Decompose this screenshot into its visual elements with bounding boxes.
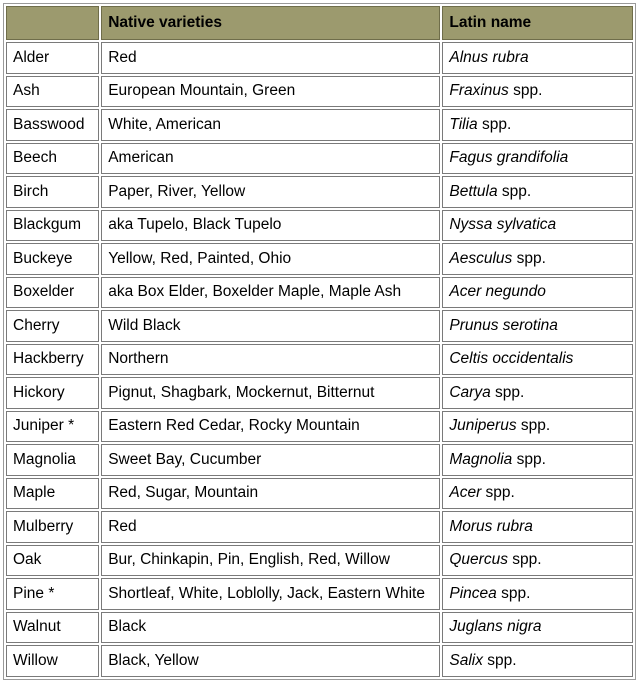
native-varieties: White, American (108, 115, 222, 133)
latin-suffix: spp. (512, 249, 546, 267)
latin-genus-species: Celtis occidentalis (449, 350, 574, 368)
tree-name: Oak (13, 551, 42, 569)
latin-name-cell (442, 545, 633, 577)
tree-name: Hickory (13, 383, 65, 401)
table-row (6, 76, 633, 108)
latin-name-cell (442, 344, 633, 376)
latin-name-cell (442, 377, 633, 409)
tree-name: Pine * (13, 584, 55, 602)
latin-genus-species: Juglans nigra (449, 618, 542, 636)
tree-name: Blackgum (13, 216, 82, 234)
table-row (6, 42, 633, 74)
table-row (6, 578, 633, 610)
varieties-cell (101, 545, 440, 577)
varieties-cell (101, 176, 440, 208)
latin-genus-species: Juniperus (449, 417, 517, 435)
latin-name-cell (442, 42, 633, 74)
tree-name-cell (6, 210, 99, 242)
latin-genus-species: Acer (449, 484, 482, 502)
varieties-cell (101, 411, 440, 443)
latin-genus-species: Prunus serotina (449, 316, 558, 334)
latin-name-cell (442, 109, 633, 141)
varieties-cell (101, 444, 440, 476)
native-varieties: Eastern Red Cedar, Rocky Mountain (108, 417, 360, 435)
native-varieties: Red (108, 48, 137, 66)
tree-name-cell (6, 444, 99, 476)
varieties-cell (101, 344, 440, 376)
native-varieties: European Mountain, Green (108, 82, 296, 100)
latin-name-cell (442, 277, 633, 309)
latin-suffix: spp. (507, 551, 542, 569)
tree-name-cell (6, 578, 99, 610)
latin-suffix: spp. (490, 383, 525, 401)
varieties-cell (101, 243, 440, 275)
native-varieties: Black (108, 618, 147, 636)
table-row (6, 243, 633, 275)
varieties-cell (101, 42, 440, 74)
varieties-cell (101, 377, 440, 409)
table-row (6, 545, 633, 577)
varieties-cell (101, 76, 440, 108)
native-varieties: Wild Black (108, 316, 181, 334)
table-row (6, 143, 633, 175)
varieties-cell (101, 210, 440, 242)
native-varieties: aka Tupelo, Black Tupelo (108, 216, 282, 234)
table-row (6, 176, 633, 208)
latin-name-cell (442, 210, 633, 242)
latin-name-cell (442, 76, 633, 108)
tree-name-cell (6, 243, 99, 275)
latin-name-cell (442, 478, 633, 510)
table-row (6, 377, 633, 409)
table-row (6, 310, 633, 342)
latin-genus-species: Nyssa sylvatica (449, 216, 557, 234)
latin-suffix: spp. (482, 651, 517, 669)
tree-name: Birch (13, 182, 49, 200)
tree-name-cell (6, 411, 99, 443)
latin-suffix: spp. (496, 584, 531, 602)
table-row (6, 511, 633, 543)
latin-name-cell (442, 612, 633, 644)
latin-genus-species: Morus rubra (449, 517, 533, 535)
latin-name-cell (442, 310, 633, 342)
latin-genus-species: Salix (449, 651, 483, 669)
native-varieties: Shortleaf, White, Loblolly, Jack, Eastern White (108, 584, 425, 602)
table-row (6, 444, 633, 476)
tree-name: Mulberry (13, 517, 74, 535)
header-tree-name (6, 6, 99, 40)
table-row (6, 478, 633, 510)
tree-name: Basswood (13, 115, 85, 133)
tree-name-cell (6, 277, 99, 309)
tree-name: Alder (13, 48, 50, 66)
native-varieties: American (108, 149, 174, 167)
tree-name: Willow (13, 651, 58, 669)
native-varieties: Red (108, 517, 137, 535)
latin-suffix: spp. (497, 182, 532, 200)
native-varieties: aka Box Elder, Boxelder Maple, Maple Ash (108, 283, 402, 301)
native-varieties: Northern (108, 350, 169, 368)
latin-name-cell (442, 143, 633, 175)
tree-name: Cherry (13, 316, 60, 334)
tree-name-cell (6, 377, 99, 409)
varieties-cell (101, 143, 440, 175)
varieties-cell (101, 109, 440, 141)
latin-name-cell (442, 645, 633, 677)
latin-suffix: spp. (516, 417, 551, 435)
latin-suffix: spp. (477, 115, 512, 133)
latin-name-cell (442, 176, 633, 208)
tree-name-cell (6, 42, 99, 74)
table-row (6, 210, 633, 242)
tree-name-cell (6, 176, 99, 208)
native-varieties: Black, Yellow (108, 651, 199, 669)
latin-genus-species: Magnolia (449, 450, 513, 468)
varieties-cell (101, 578, 440, 610)
latin-genus-species: Alnus rubra (449, 48, 529, 66)
tree-name: Walnut (13, 618, 61, 636)
tree-name: Boxelder (13, 283, 75, 301)
latin-genus-species: Fagus grandifolia (449, 149, 569, 167)
latin-genus-species: Fraxinus (449, 82, 509, 100)
tree-name: Hackberry (13, 350, 84, 368)
latin-genus-species: Quercus (449, 551, 508, 569)
latin-suffix: spp. (512, 450, 546, 468)
latin-suffix: spp. (508, 82, 543, 100)
tree-name-cell (6, 76, 99, 108)
varieties-cell (101, 277, 440, 309)
tree-name-cell (6, 310, 99, 342)
latin-name-cell (442, 411, 633, 443)
native-varieties: Paper, River, Yellow (108, 182, 246, 200)
latin-suffix: spp. (481, 484, 515, 502)
tree-name: Ash (13, 82, 40, 100)
native-varieties: Red, Sugar, Mountain (108, 484, 259, 502)
header-latin-name: Latin name (442, 6, 633, 40)
tree-name-cell (6, 143, 99, 175)
varieties-cell (101, 310, 440, 342)
tree-name-cell (6, 109, 99, 141)
latin-genus-species: Tilia (449, 115, 478, 133)
table-row (6, 277, 633, 309)
table-row (6, 645, 633, 677)
tree-name-cell (6, 612, 99, 644)
latin-genus-species: Bettula (449, 182, 498, 200)
header-native-varieties: Native varieties (101, 6, 440, 40)
tree-name-cell (6, 511, 99, 543)
tree-species-table (3, 3, 636, 680)
native-varieties: Bur, Chinkapin, Pin, English, Red, Willow (108, 551, 390, 569)
latin-name-cell (442, 511, 633, 543)
varieties-cell (101, 478, 440, 510)
table-row (6, 612, 633, 644)
latin-name-cell (442, 578, 633, 610)
latin-name-cell (442, 243, 633, 275)
header-row (6, 6, 633, 40)
latin-genus-species: Carya (449, 383, 491, 401)
varieties-cell (101, 612, 440, 644)
table-row (6, 344, 633, 376)
tree-name-cell (6, 478, 99, 510)
tree-name-cell (6, 545, 99, 577)
tree-name: Juniper * (13, 417, 75, 435)
latin-genus-species: Pincea (449, 584, 497, 602)
tree-name: Maple (13, 484, 56, 502)
latin-genus-species: Acer negundo (449, 283, 546, 301)
tree-name: Buckeye (13, 249, 73, 267)
native-varieties: Sweet Bay, Cucumber (108, 450, 262, 468)
native-varieties: Pignut, Shagbark, Mockernut, Bitternut (108, 383, 375, 401)
tree-name: Beech (13, 149, 57, 167)
tree-name-cell (6, 344, 99, 376)
latin-genus-species: Aesculus (449, 249, 513, 267)
tree-name: Magnolia (13, 450, 76, 468)
varieties-cell (101, 645, 440, 677)
varieties-cell (101, 511, 440, 543)
latin-name-cell (442, 444, 633, 476)
native-varieties: Yellow, Red, Painted, Ohio (108, 249, 292, 267)
table-row (6, 411, 633, 443)
table-row (6, 109, 633, 141)
tree-name-cell (6, 645, 99, 677)
